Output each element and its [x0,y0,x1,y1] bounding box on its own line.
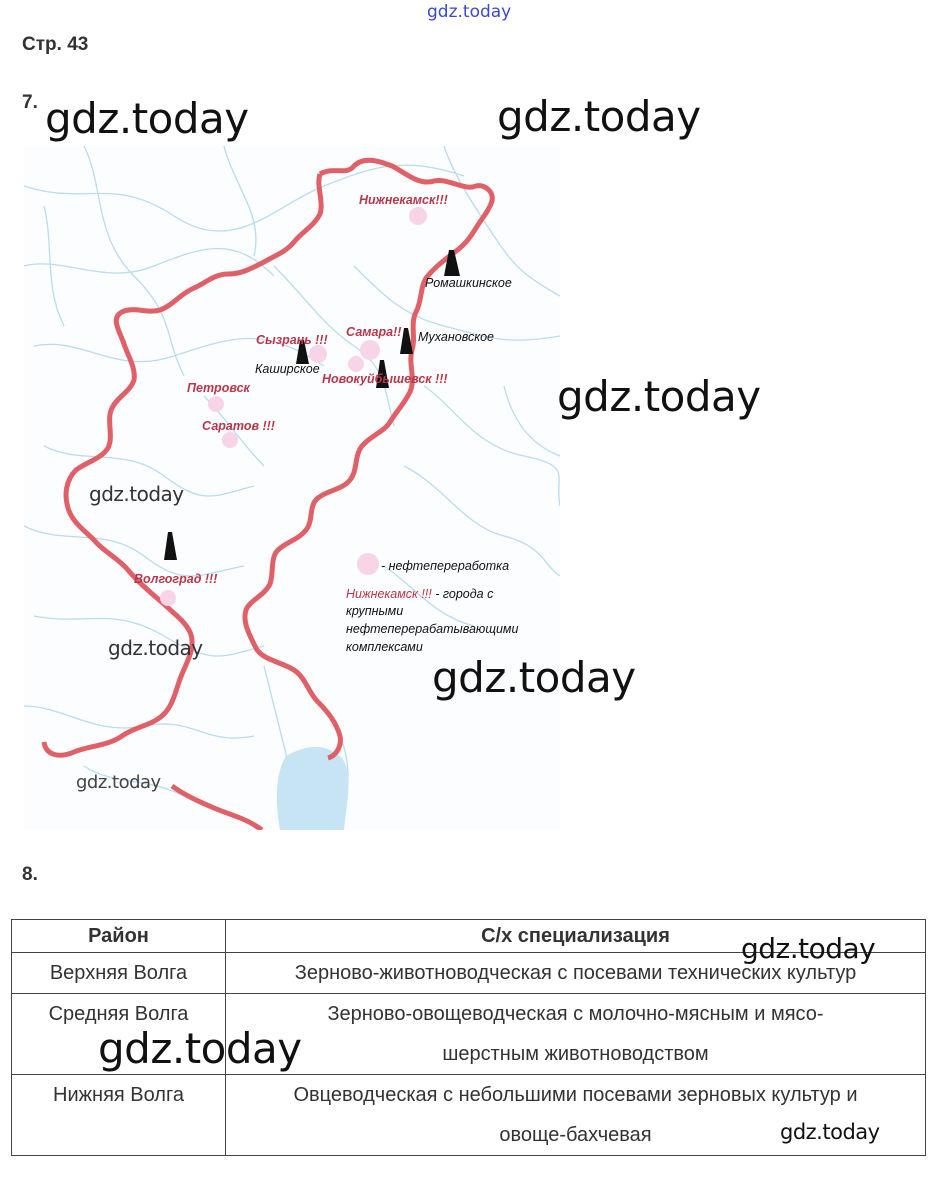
watermark-top: gdz.today [427,2,512,22]
refinery-dot-novokuybyshevsk [348,356,364,372]
city-volgograd: Волгоград !!! [134,572,218,586]
legend-cities-desc-2: крупными [346,604,404,618]
watermark: gdz.today [108,636,203,660]
legend-cities-line-1 [346,587,494,601]
legend-refinery-dot [357,553,379,575]
legend-cities-desc-3: нефтеперерабатывающими [346,622,519,636]
specialization-line: шерстным животноводством [442,1043,709,1065]
watermark: gdz.today [89,482,184,506]
field-mukhanovskoe: Мухановское [418,330,495,344]
legend-cities-example: Нижнекамск !!! [346,587,432,601]
city-saratov: Саратов !!! [202,419,275,433]
legend-cities-desc-1: - города с [431,587,494,601]
refinery-dot-volgograd [160,590,176,606]
refinery-dot-petrovsk [208,396,224,412]
specialization-cell [226,994,926,1075]
watermark: gdz.today [76,772,161,793]
task-8-number: 8. [22,864,38,885]
region-cell: Нижняя Волга [12,1075,226,1156]
specialization-line: овоще-бахчевая [499,1124,652,1146]
task-7-number: 7. [22,92,38,113]
watermark: gdz.today [497,92,701,141]
column-header-specialization: С/х специализация [226,920,926,953]
field-romashkinskoe: Ромашкинское [425,276,512,290]
watermark: gdz.today [45,94,249,143]
city-novokuybyshevsk: Новокуйбышевск !!! [322,372,448,386]
legend-cities-desc-4: комплексами [346,640,423,654]
watermark: gdz.today [98,1024,302,1073]
region-cell: Верхняя Волга [12,953,226,994]
column-header-region: Район [12,920,226,953]
refinery-dot-saratov [222,432,238,448]
specialization-line: Зерново-животноводческая с посевами технических культур [294,962,857,984]
refinery-dot-samara [360,340,380,360]
field-kashirskoe: Каширское [255,362,320,376]
city-nizhnekamsk: Нижнекамск!!! [359,193,448,207]
watermark: gdz.today [780,1120,880,1144]
caspian-sea [277,747,349,830]
specialization-line: Овцеводческая с небольшими посевами зерновых культур и [293,1084,858,1106]
watermark: gdz.today [432,653,636,702]
city-syzran: Сызрань !!! [256,333,328,347]
legend-refinery-label: - нефтепереработка [381,559,510,573]
refinery-dot-nizhnekamsk [409,207,427,225]
watermark: gdz.today [741,932,876,965]
refinery-dot-syzran [309,345,327,363]
watermark: gdz.today [557,372,761,421]
city-petrovsk: Петровск [187,381,250,395]
region-cell: Средняя Волга [12,994,226,1075]
page-label: Стр. 43 [22,34,89,55]
specialization-line: Зерново-овощеводческая с молочно-мясным и мясо- [327,1003,824,1025]
city-samara: Самара!! [346,325,402,339]
